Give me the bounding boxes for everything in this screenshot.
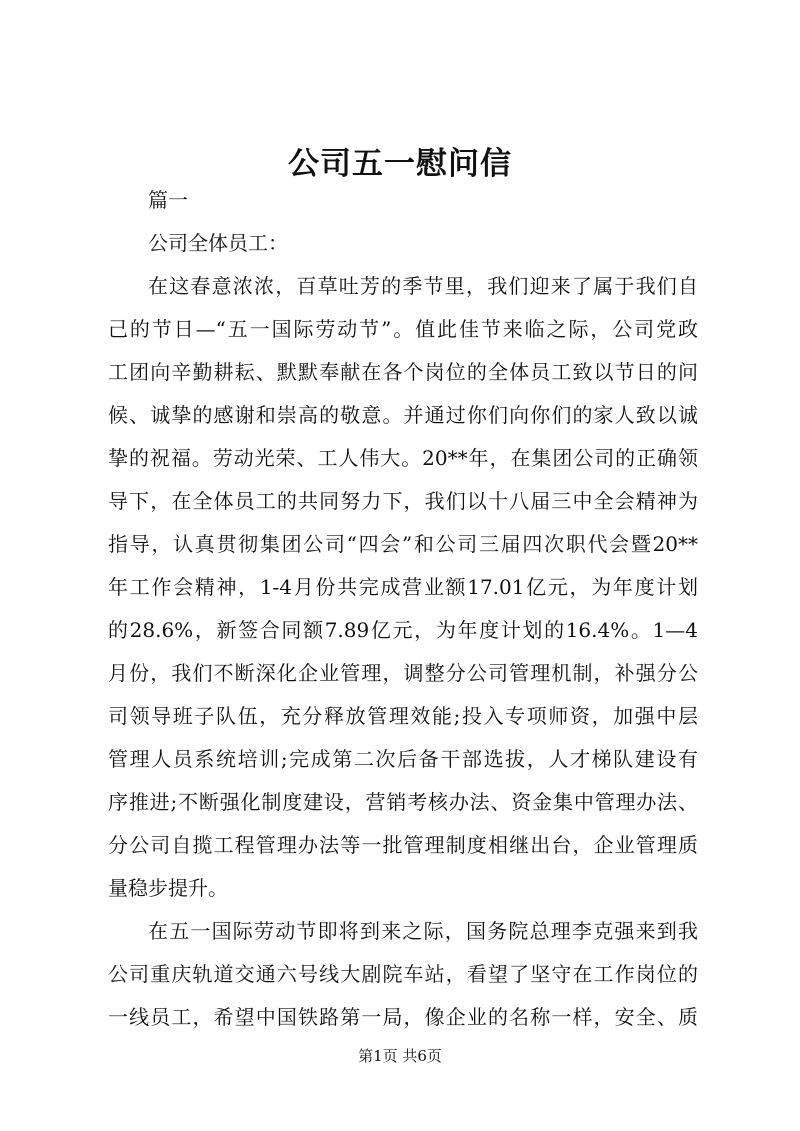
page-footer: 第1页 共6页 [358, 1047, 442, 1065]
paragraph-line: 己的节日—“五一国际劳动节”。值此佳节来临之际，公司党政 [108, 317, 698, 341]
paragraph-line: 挚的祝福。劳动光荣、工人伟大。20**年，在集团公司的正确领 [108, 446, 698, 470]
paragraph-line: 指导，认真贯彻集团公司“四会”和公司三届四次职代会暨20** [108, 532, 698, 556]
paragraph-line: 公司重庆轨道交通六号线大剧院车站，看望了坚守在工作岗位的 [108, 962, 698, 986]
section-label: 篇一 [148, 188, 188, 212]
paragraph-line: 量稳步提升。 [108, 876, 228, 900]
paragraph-line: 的28.6%，新签合同额7.89亿元，为年度计划的16.4%。1—4 [108, 618, 698, 642]
paragraph-line: 在这春意浓浓，百草吐芳的季节里，我们迎来了属于我们自 [148, 274, 698, 298]
paragraph-line: 在五一国际劳动节即将到来之际，国务院总理李克强来到我 [148, 919, 698, 943]
paragraph-line: 司领导班子队伍，充分释放管理效能;投入专项师资，加强中层 [108, 704, 698, 728]
page-title: 公司五一慰问信 [288, 146, 512, 182]
paragraph-line: 工团向辛勤耕耘、默默奉献在各个岗位的全体员工致以节日的问 [108, 360, 698, 384]
paragraph-line: 管理人员系统培训;完成第二次后备干部选拔，人才梯队建设有 [108, 747, 698, 771]
paragraph-line: 一线员工，希望中国铁路第一局，像企业的名称一样，安全、质 [108, 1005, 698, 1029]
paragraph-line: 导下，在全体员工的共同努力下，我们以十八届三中全会精神为 [108, 489, 698, 513]
salutation: 公司全体员工： [148, 231, 288, 255]
paragraph-line: 候、诚挚的感谢和崇高的敬意。并通过你们向你们的家人致以诚 [108, 403, 698, 427]
paragraph-line: 年工作会精神，1-4月份共完成营业额17.01亿元，为年度计划 [108, 575, 698, 599]
paragraph-line: 序推进;不断强化制度建设，营销考核办法、资金集中管理办法、 [108, 790, 698, 814]
paragraph-line: 分公司自揽工程管理办法等一批管理制度相继出台，企业管理质 [108, 833, 698, 857]
paragraph-line: 月份，我们不断深化企业管理，调整分公司管理机制，补强分公 [108, 661, 698, 685]
